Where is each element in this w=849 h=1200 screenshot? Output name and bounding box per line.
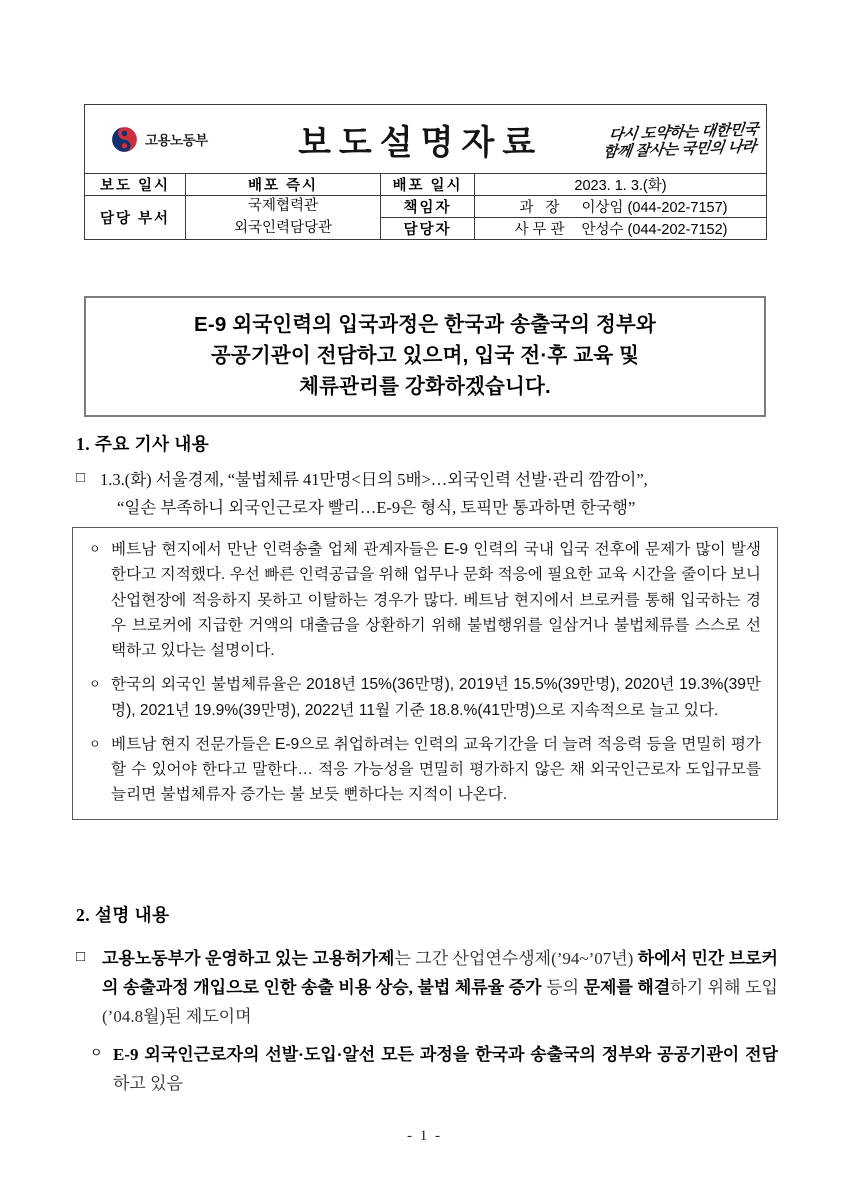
p1-plain-c: 하기 위해 도입(’04.8월)된 제도이며	[102, 978, 778, 1027]
manager-name: 이상임 (044-202-7157)	[581, 200, 728, 216]
circle-bullet-icon: ㅇ	[89, 677, 101, 692]
quote-item-text: 베트남 현지 전문가들은 E-9으로 취업하려는 인력의 교육기간을 더 늘려 적응력 등을 면밀히 평가할 수 있어야 한다고 말한다… 적응 가능성을 면밀히 평가하지 않은 채 외국인근로자 도입규모를 늘리면 불법체류자 증가는 불 보듯 뻔하다는 지적이 나온다.	[111, 735, 761, 804]
contact-value	[475, 218, 767, 240]
contact-name: 안성수 (044-202-7152)	[581, 222, 728, 238]
manager-value	[475, 196, 767, 218]
section-2-heading: 2. 설명 내용	[76, 905, 170, 925]
contact-label: 담당자	[381, 218, 475, 240]
headline-line-3: 체류관리를 강화하겠습니다.	[299, 375, 551, 399]
article-citation	[76, 466, 776, 523]
explanation-paragraph-1	[76, 944, 778, 1032]
quote-item-text: 한국의 외국인 불법체류율은 2018년 15%(36만명), 2019년 15.5%(39만명), 2020년 19.3%(39만명), 2021년 19.9%(39만명), 2022년 11월 기준 18.8.%(41만명)으로 지속적으로 늘고 있다.	[111, 676, 761, 719]
document-type-title: 보도설명자료	[298, 123, 544, 162]
masthead-table	[84, 104, 767, 240]
release-date-row	[85, 174, 767, 196]
slogan-line-2: 함께 잘사는 국민의 나라	[602, 138, 758, 161]
slogan-line-1: 다시 도약하는 대한민국	[607, 121, 760, 144]
circle-bullet-icon: ㅇ	[89, 736, 101, 751]
quote-item-text: 베트남 현지에서 만난 인력송출 업체 관계자들은 E-9 인력의 국내 입국 전후에 문제가 많이 발생한다고 지적했다. 우선 빠른 인력공급을 위해 업무나 문화 적응에 필요한 교육 시간을 줄이다 보니 산업현장에 적응하지 못하고 이탈하는 경우가 많다. 베트남 현지에서 브로커를 통해 입국하는 경우 브로커에 지급한 거액의 대출금을 상환하기 위해 불법행위를 일삼거나 불법체류를 스스로 선택하고 있다는 설명이다.	[111, 541, 761, 659]
manager-rank: 과 장	[519, 200, 564, 216]
quote-item	[85, 672, 761, 723]
p1-bold-c: 문제를 해결	[583, 978, 671, 998]
quote-item	[85, 537, 761, 663]
ministry-logo-block	[85, 126, 298, 153]
explanation-paragraph-1-text	[76, 944, 778, 1032]
headline-line-2: 공공기관이 전담하고 있으며, 입국 전·후 교육 및	[210, 344, 640, 368]
section-1-heading: 1. 주요 기사 내용	[76, 434, 210, 454]
manager-label: 책임자	[381, 196, 475, 218]
release-date-value: 배포 즉시	[186, 174, 381, 196]
masthead-logo-row	[85, 105, 767, 174]
distribute-date-value: 2023. 1. 3.(화)	[475, 174, 767, 196]
p2-plain-a: 하고 있음	[113, 1074, 183, 1094]
headline-box	[84, 296, 766, 417]
masthead-banner-cell	[85, 105, 767, 174]
circle-bullet-icon: ㅇ	[90, 1045, 103, 1060]
department-label: 담당 부서	[85, 196, 186, 240]
taegeuk-logo-icon	[111, 126, 138, 153]
article-citation-line-1: 1.3.(화) 서울경제, “불법체류 41만명<日의 5배>…외국인력 선발·관리 깜깜이”,	[100, 470, 648, 489]
square-bullet-icon: □	[76, 470, 86, 486]
p1-plain-a: 는 그간 산업연수생제(’94~’07년)	[394, 949, 638, 968]
article-citation-line-2: “일손 부족하니 외국인근로자 빨리…E-9은 형식, 토픽만 통과하면 한국행”	[117, 498, 636, 518]
page-number: - 1 -	[407, 1128, 442, 1144]
explanation-paragraph-2	[90, 1040, 778, 1098]
department-line-2: 외국인력담당관	[233, 219, 333, 236]
p1-plain-b: 등의	[541, 978, 584, 998]
release-date-label: 보도 일시	[85, 174, 186, 196]
ministry-name: 고용노동부	[145, 133, 208, 148]
manager-row	[85, 196, 767, 218]
distribute-date-label: 배포 일시	[381, 174, 475, 196]
p1-bold-b: 하에서 민간 브로커의 송출과정 개입으로 인한 송출 비용 상승, 불법 체류율 증가	[102, 949, 778, 998]
headline-line-1: E-9 외국인력의 입국과정은 한국과 송출국의 정부와	[193, 313, 657, 336]
square-bullet-icon: □	[76, 949, 86, 965]
explanation-paragraph-2-text	[90, 1040, 778, 1098]
department-value	[186, 196, 381, 240]
department-line-1: 국제협력관	[247, 198, 319, 215]
article-citation-text	[76, 466, 776, 523]
circle-bullet-icon: ㅇ	[89, 542, 101, 556]
p2-bold-a: E-9 외국인근로자의 선발·도입·알선 모든 과정을 한국과 송출국의 정부와 공공기관이 전담	[113, 1045, 778, 1064]
p1-bold-a: 고용노동부가 운영하고 있는 고용허가제	[102, 949, 395, 968]
quote-item	[85, 732, 761, 808]
government-slogan	[553, 121, 766, 161]
contact-rank: 사무관	[514, 222, 569, 238]
article-quote-box	[72, 527, 778, 820]
